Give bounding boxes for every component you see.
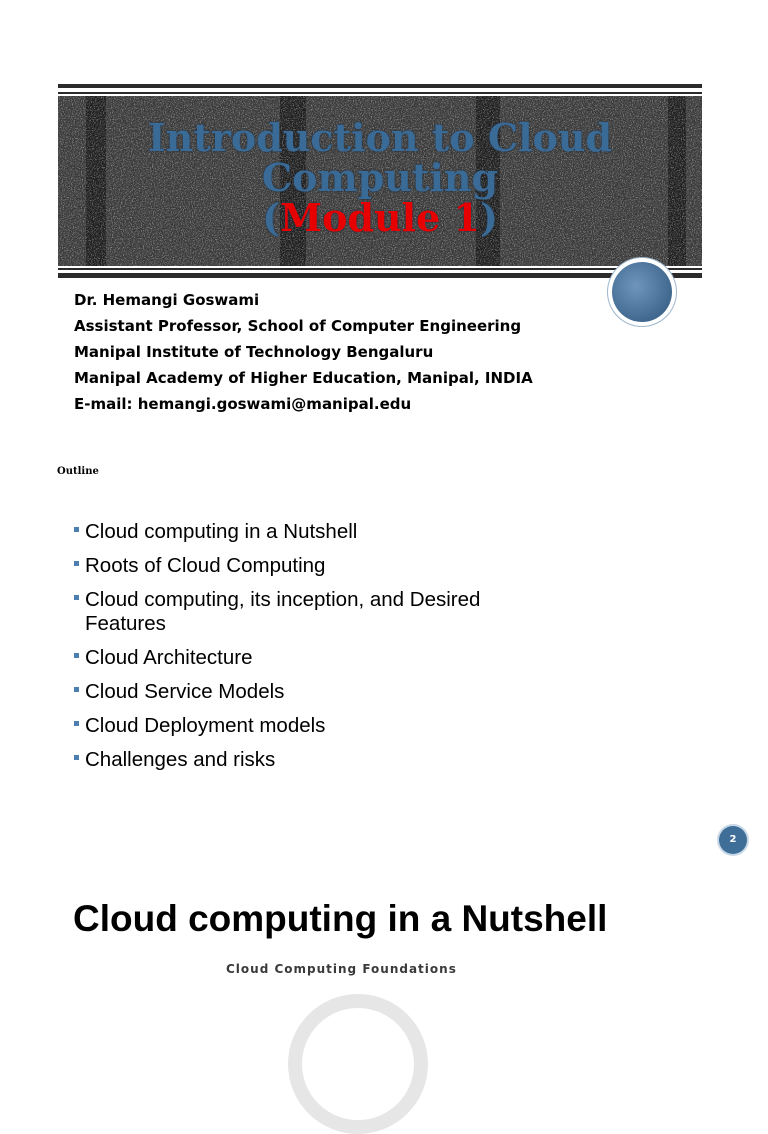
bullet-square-icon — [74, 653, 79, 658]
list-item — [74, 554, 544, 578]
badge-circle-icon — [612, 262, 672, 322]
author-name: Dr. Hemangi Goswami — [74, 291, 260, 309]
outline-label: Outline — [57, 466, 99, 477]
author-email: E-mail: hemangi.goswami@manipal.edu — [74, 395, 412, 413]
list-item-text: Cloud Service Models — [85, 680, 285, 703]
title-line-1: Introduction to Cloud — [147, 115, 613, 160]
list-item — [74, 714, 544, 738]
bullet-square-icon — [74, 561, 79, 566]
list-item-text: Challenges and risks — [85, 748, 276, 771]
module-label: Module 1 — [280, 195, 480, 240]
list-item — [74, 646, 544, 670]
decorative-badge — [608, 258, 676, 326]
list-item — [74, 680, 544, 704]
author-academy: Manipal Academy of Higher Education, Manipal, INDIA — [74, 369, 533, 387]
author-position: Assistant Professor, School of Computer Engineering — [74, 317, 522, 335]
list-item — [74, 748, 544, 772]
bullet-square-icon — [74, 595, 79, 600]
page-number-badge: 2 — [719, 826, 747, 854]
list-item — [74, 520, 544, 544]
bullet-square-icon — [74, 755, 79, 760]
list-item-text: Cloud computing in a Nutshell — [85, 520, 358, 543]
author-info — [74, 287, 533, 417]
list-item-text: Cloud Deployment models — [85, 714, 326, 737]
bullet-square-icon — [74, 527, 79, 532]
decorative-arc — [288, 994, 428, 1134]
list-item-text: Roots of Cloud Computing — [85, 554, 326, 577]
slide-heading: Cloud computing in a Nutshell — [73, 898, 608, 939]
presentation-title — [58, 115, 702, 240]
title-line-2: Computing — [261, 155, 499, 200]
title-module-line — [58, 195, 702, 240]
module-paren-close: ) — [479, 195, 498, 240]
outline-list — [74, 520, 544, 782]
list-item-text: Cloud computing, its inception, and Desired Features — [85, 588, 481, 635]
module-paren-open: ( — [262, 195, 281, 240]
slide-subtitle: Cloud Computing Foundations — [226, 962, 457, 976]
author-institute: Manipal Institute of Technology Bengaluru — [74, 343, 434, 361]
bullet-square-icon — [74, 687, 79, 692]
bullet-square-icon — [74, 721, 79, 726]
list-item-text: Cloud Architecture — [85, 646, 253, 669]
list-item — [74, 588, 544, 636]
